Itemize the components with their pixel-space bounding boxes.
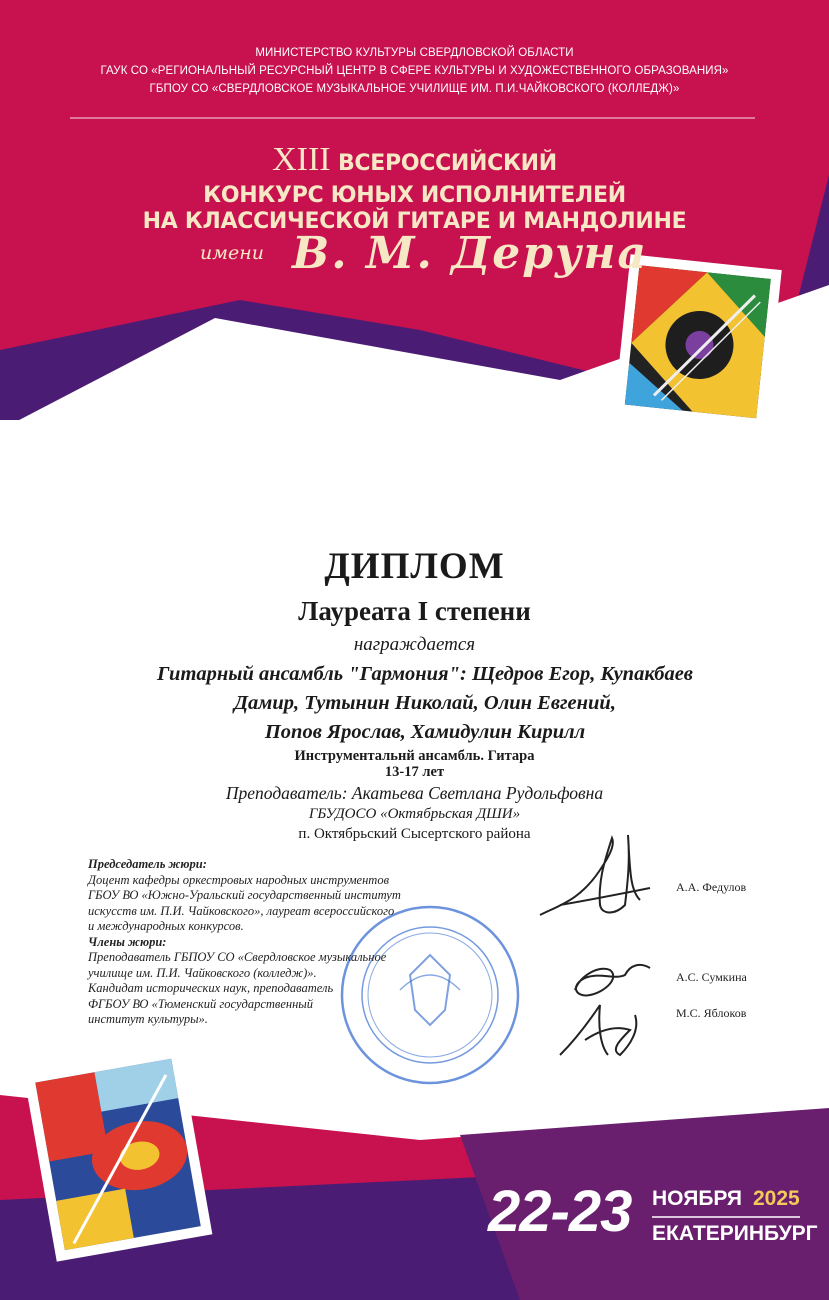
jury-chair-line: искусств им. П.И. Чайковского», лауреат всероссийского	[88, 903, 395, 918]
town-line: п. Октябрьский Сысертского района	[298, 826, 531, 842]
college-line: ГБПОУ СО «СВЕРДЛОВСКОЕ МУЗЫКАЛЬНОЕ УЧИЛИЩЕ ИМ. П.И.ЧАЙКОВСКОГО (КОЛЛЕДЖ)»	[149, 83, 680, 95]
event-city: ЕКАТЕРИНБУРГ	[652, 1222, 818, 1245]
jury-chair-line: Доцент кафедры оркестровых народных инструментов	[88, 872, 390, 887]
nomination: Инструментальнй ансамбль. Гитара	[294, 748, 535, 764]
jury-member-line: училище им. П.И. Чайковского (колледж)».	[88, 965, 317, 980]
jury-member-line: Преподаватель ГБПОУ СО «Свердловское музыкальное	[88, 950, 387, 964]
contest-numeral: XIII	[272, 141, 331, 178]
contest-title-line3: НА КЛАССИЧЕСКОЙ ГИТАРЕ И МАНДОЛИНЕ	[142, 209, 687, 234]
jury-member-line: ФГБОУ ВО «Тюменский государственный	[88, 996, 313, 1011]
resource-center-line: ГАУК СО «РЕГИОНАЛЬНЫЙ РЕСУРСНЫЙ ЦЕНТР В СФЕРЕ КУЛЬТУРЫ И ХУДОЖЕСТВЕННОГО ОБРАЗОВАНИЯ»	[100, 65, 729, 77]
signatory-yablokov: М.С. Яблоков	[676, 1006, 747, 1020]
jury-members-heading: Члены жюри:	[88, 934, 167, 949]
guitar-art-card	[614, 254, 782, 429]
contest-title-line1	[0, 141, 829, 178]
event-year: 2025	[753, 1187, 800, 1210]
recipients-line: Дамир, Тутынин Николай, Олин Евгений,	[234, 692, 616, 714]
ministry-line: МИНИСТЕРСТВО КУЛЬТУРЫ СВЕРДЛОВСКОЙ ОБЛАСТИ	[255, 47, 574, 59]
jury-chair-line: ГБОУ ВО «Южно-Уральский государственный институт	[88, 888, 401, 902]
recipients-block	[70, 660, 780, 747]
event-month: НОЯБРЯ	[652, 1187, 742, 1210]
diploma-degree: Лауреата I степени	[298, 596, 531, 626]
contest-imeni: имени	[200, 242, 264, 264]
jury-chair-heading: Председатель жюри:	[88, 857, 207, 871]
signatory-fedulov: А.А. Федулов	[676, 880, 747, 894]
diploma-title: ДИПЛОМ	[324, 546, 505, 587]
contest-patron-name: В. М. Деруна	[292, 228, 648, 279]
contest-title-line2: КОНКУРС ЮНЫХ ИСПОЛНИТЕЛЕЙ	[203, 183, 626, 208]
awarded-label: награждается	[353, 634, 476, 655]
signatory-sumkina: А.С. Сумкина	[676, 970, 747, 984]
recipients-line: Гитарный ансамбль "Гармония": Щедров Егор, Купакбаев	[157, 663, 693, 685]
jury-chair-line: и международных конкурсов.	[88, 919, 244, 933]
age-group: 13-17 лет	[384, 764, 445, 780]
jury-block	[88, 857, 488, 1028]
contest-title-word: ВСЕРОССИЙСКИЙ	[337, 151, 557, 176]
teacher-line: Преподаватель: Акатьева Светлана Рудольфовна	[225, 783, 604, 803]
jury-member-line: Кандидат исторических наук, преподаватель	[88, 981, 334, 995]
recipients-line: Попов Ярослав, Хамидулин Кирилл	[264, 721, 586, 743]
mandolin-art-card	[24, 1047, 213, 1262]
school-line: ГБУДОСО «Октябрьская ДШИ»	[308, 806, 521, 822]
event-dates: 22-23	[488, 1179, 632, 1244]
jury-member-line: институт культуры».	[88, 1012, 208, 1026]
